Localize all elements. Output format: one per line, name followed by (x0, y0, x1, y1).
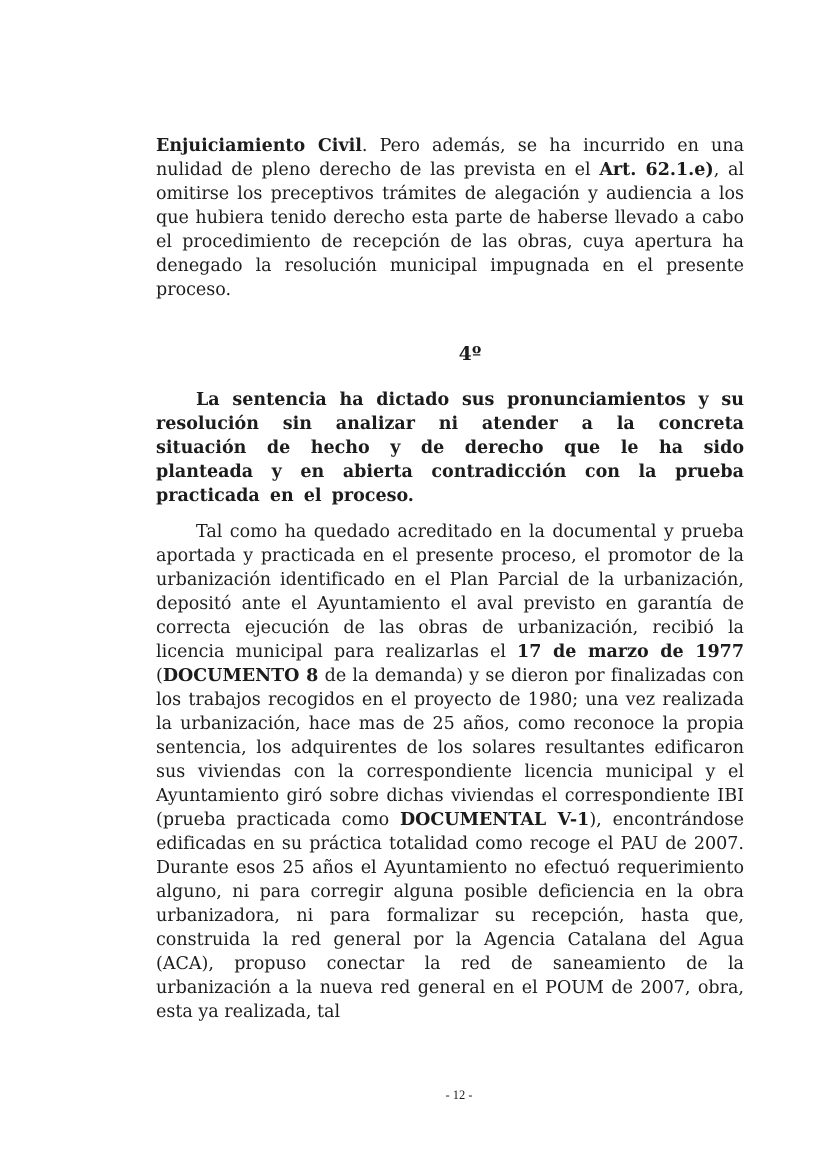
paragraph-motivo-sentencia (156, 388, 744, 508)
emphasis-text: Art. 62.1.e) (599, 160, 714, 180)
emphasis-text: 17 de marzo de 1977 (517, 642, 744, 662)
emphasis-text: La sentencia ha dictado sus pronunciamientos y su resolución sin analizar ni atender a la concreta situación de hecho y de derecho que le ha sido planteada y en abierta contradicción con la prueba practicada en el proceso. (156, 390, 744, 506)
body-text: de la demanda) y se dieron por finalizadas con los trabajos recogidos en el proyecto de 1980; una vez realizada la urbanización, hace mas de 25 años, como reconoce la propia sentencia, los adquirentes de los solares resultantes edificaron sus viviendas con la correspondiente licencia municipal y el Ayuntamiento giró sobre dichas viviendas el correspondiente IBI (prueba practicada como (156, 666, 744, 830)
document-body (156, 134, 744, 1024)
page-number: - 12 - (445, 1088, 473, 1102)
emphasis-text: Enjuiciamiento Civil (156, 136, 362, 156)
emphasis-text: DOCUMENTAL V-1 (399, 810, 590, 830)
body-text: ( (156, 666, 163, 686)
paragraph-hechos-urbanizacion (156, 520, 744, 1024)
body-text: , al omitirse los preceptivos trámites de alegación y audiencia a los que hubiera tenido derecho esta parte de haberse llevado a cabo el procedimiento de recepción de las obras, cuya apertura ha denegado la resolución municipal impugnada en el presente proceso. (156, 160, 744, 300)
emphasis-text: DOCUMENTO 8 (162, 666, 319, 686)
paragraph-enjuiciamiento-civil (156, 134, 744, 302)
body-text: . Pero además, se ha incurrido en una nulidad de pleno derecho de las prevista en el (156, 136, 744, 180)
body-text: ), encontrándose edificadas en su práctica totalidad como recoge el PAU de 2007. Durante esos 25 años el Ayuntamiento no efectuó requerimiento alguno, ni para corregir alguna posible deficiencia en la obra urbanizadora, ni para formalizar su recepción, hasta que, construida la red general por la Agencia Catalana del Agua (ACA), propuso conectar la red de saneamiento de la urbanización a la nueva red general en el POUM de 2007, obra, esta ya realizada, tal (156, 810, 744, 1022)
section-heading-4: 4º (458, 343, 482, 365)
body-text: Tal como ha quedado acreditado en la documental y prueba aportada y practicada en el presente proceso, el promotor de la urbanización identificado en el Plan Parcial de la urbanización, depositó ante el Ayuntamiento el aval previsto en garantía de correcta ejecución de las obras de urbanización, recibió la licencia municipal para realizarlas el (156, 522, 744, 662)
